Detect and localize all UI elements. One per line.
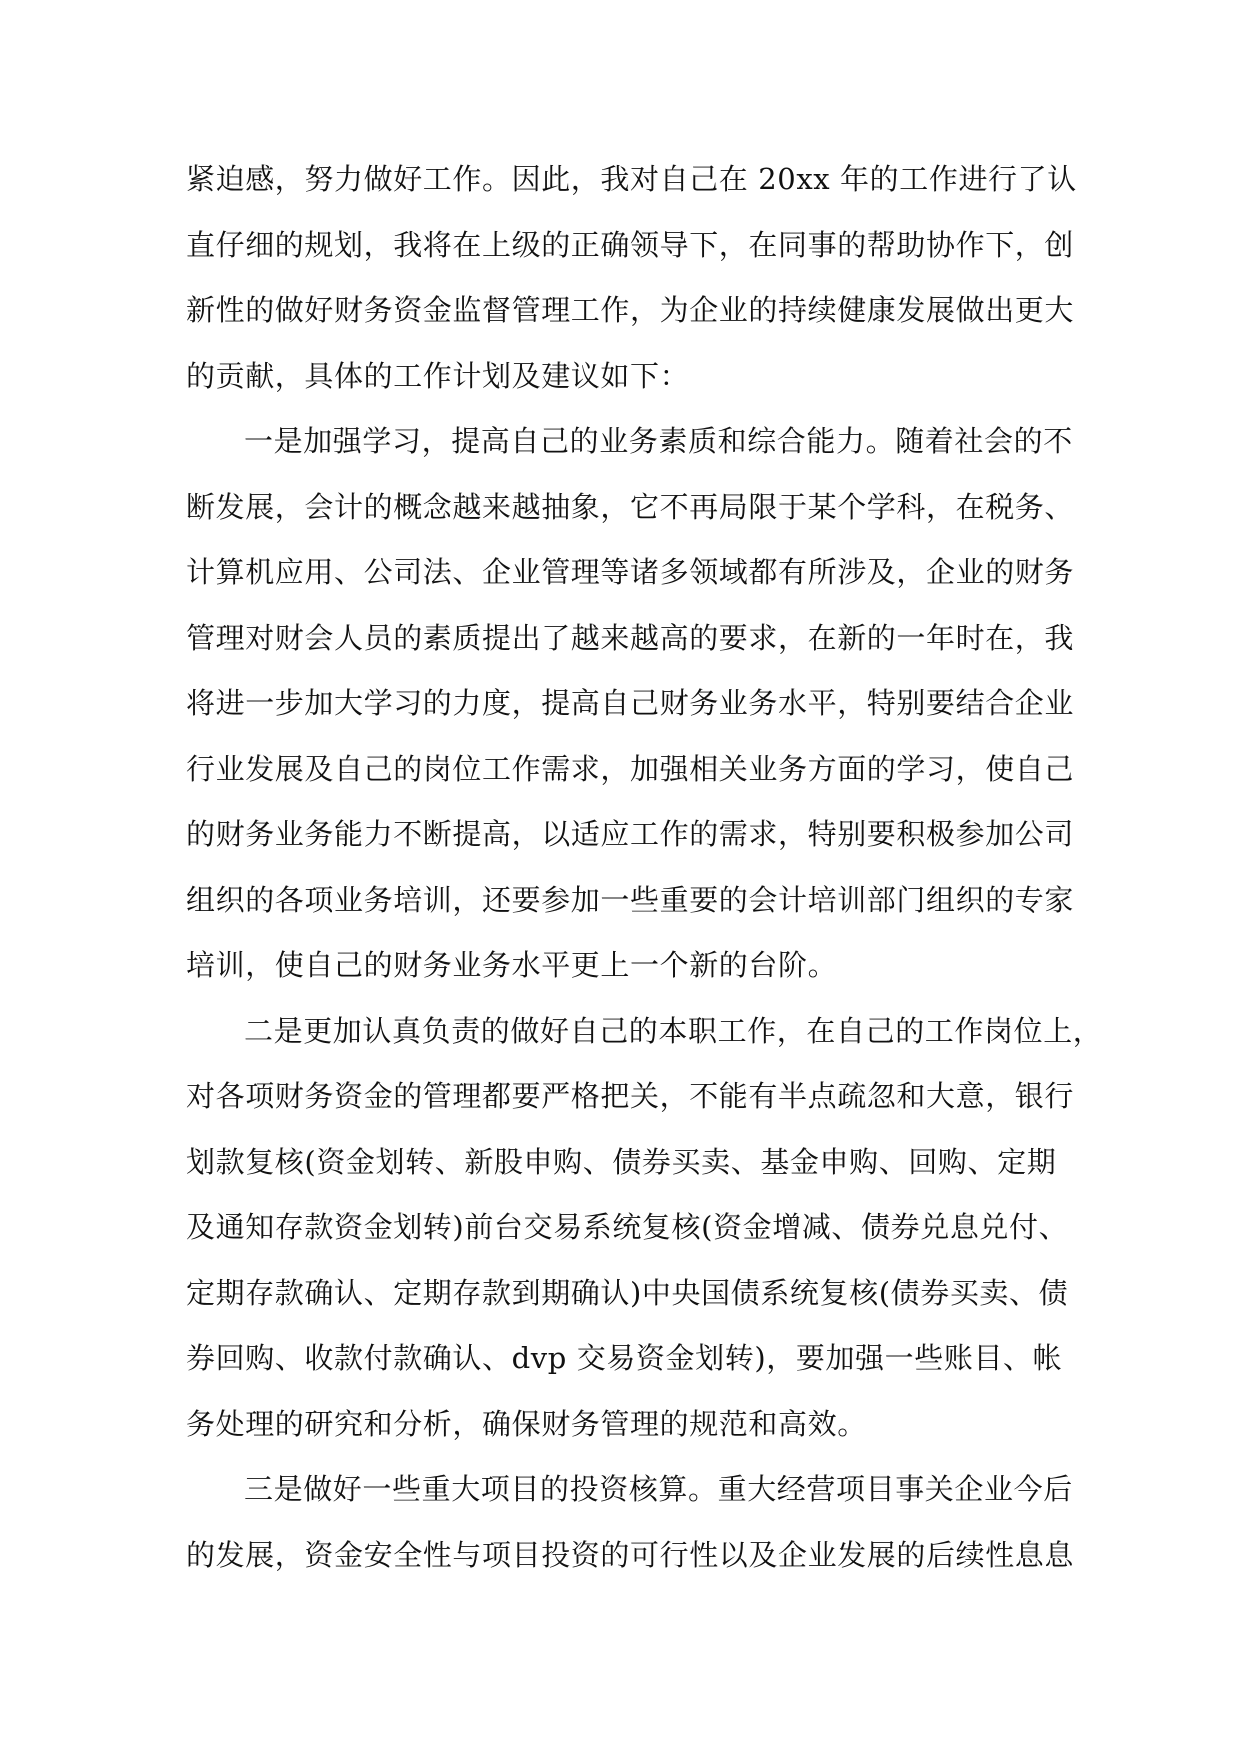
text-line: 行业发展及自己的岗位工作需求，加强相关业务方面的学习，使自己 — [186, 751, 1075, 786]
document-body — [186, 160, 1103, 1601]
text-line: 将进一步加大学习的力度，提高自己财务业务水平，特别要结合企业 — [186, 686, 1075, 720]
paragraph-first-line: 三是做好一些重大项目的投资核算。重大经营项目事关企业今后 — [244, 1472, 1073, 1506]
text-line: 的财务业务能力不断提高，以适应工作的需求，特别要积极参加公司 — [186, 817, 1075, 851]
text-line: 的发展，资金安全性与项目投资的可行性以及企业发展的后续性息息 — [186, 1537, 1075, 1572]
text-line: 管理对财会人员的素质提出了越来越高的要求，在新的一年时在，我 — [186, 620, 1075, 655]
text-line: 计算机应用、公司法、企业管理等诸多领域都有所涉及，企业的财务 — [186, 555, 1075, 589]
text-line: 对各项财务资金的管理都要严格把关，不能有半点疏忽和大意，银行 — [186, 1079, 1075, 1113]
text-line: 断发展，会计的概念越来越抽象，它不再局限于某个学科，在税务、 — [186, 489, 1075, 524]
text-line: 划款复核(资金划转、新股申购、债券买卖、基金申购、回购、定期 — [186, 1144, 1057, 1179]
text-line: 券回购、收款付款确认、dvp 交易资金划转)，要加强一些账目、帐 — [186, 1341, 1063, 1375]
text-line: 的贡献，具体的工作计划及建议如下： — [186, 358, 690, 393]
text-line: 培训，使自己的财务业务水平更上一个新的台阶。 — [186, 948, 838, 982]
text-line: 组织的各项业务培训，还要参加一些重要的会计培训部门组织的专家 — [186, 882, 1075, 917]
text-line: 新性的做好财务资金监督管理工作，为企业的持续健康发展做出更大 — [186, 293, 1075, 327]
text-line: 定期存款确认、定期存款到期确认)中央国债系统复核(债券买卖、债 — [186, 1275, 1069, 1310]
paragraph-first-line: 一是加强学习，提高自己的业务素质和综合能力。随着社会的不 — [244, 424, 1073, 458]
paragraph-first-line: 二是更加认真负责的做好自己的本职工作，在自己的工作岗位上， — [244, 1013, 1103, 1048]
text-line: 紧迫感，努力做好工作。因此，我对自己在 20xx 年的工作进行了认 — [186, 162, 1077, 196]
text-line: 直仔细的规划，我将在上级的正确领导下，在同事的帮助协作下，创 — [186, 227, 1075, 262]
text-line: 务处理的研究和分析，确保财务管理的规范和高效。 — [186, 1406, 867, 1441]
text-line: 及通知存款资金划转)前台交易系统复核(资金增减、债券兑息兑付、 — [186, 1210, 1069, 1244]
